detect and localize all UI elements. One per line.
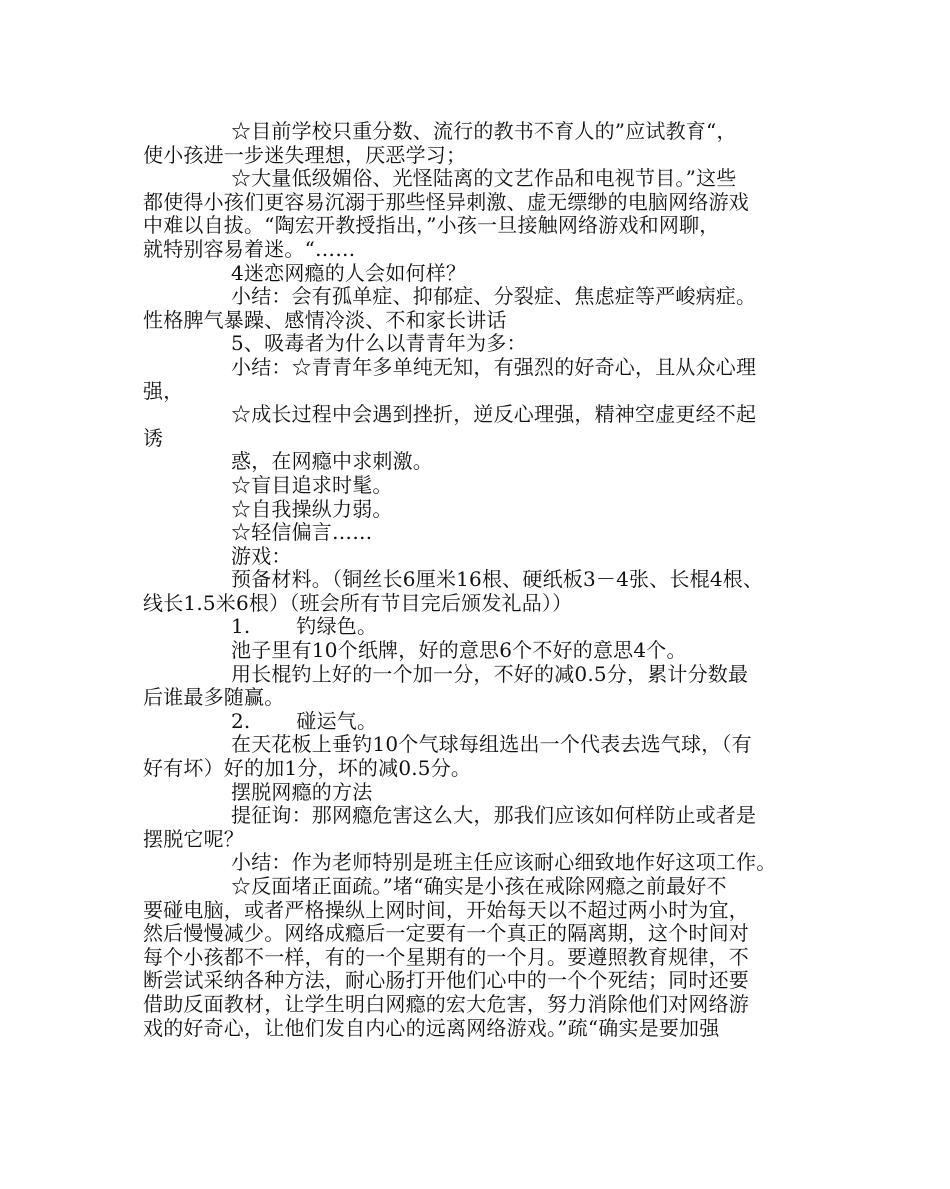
text-line: 在天花板上垂钓10个气球每组选出一个代表去选气球，（有	[231, 732, 752, 757]
text-line: 强，	[143, 378, 184, 403]
text-line: 然后慢慢减少。网络成瘾后一定要有一个真正的隔离期，这个时间对	[143, 921, 749, 946]
text-line: 2. 碰运气。	[231, 708, 378, 733]
text-line: 戏的好奇心，让他们发自内心的远离网络游戏。”疏“确实是要加强	[143, 1015, 720, 1040]
text-line: 提征询：那网瘾危害这么大，那我们应该如何样防止或者是	[231, 803, 757, 828]
text-line: 诱	[143, 425, 164, 450]
text-line: 就特别容易着迷。“……	[143, 236, 356, 261]
text-line: 线长1.5米6根）（班会所有节目完后颁发礼品））	[143, 590, 573, 615]
text-line: ☆大量低级媚俗、光怪陆离的文艺作品和电视节目。”这些	[231, 166, 737, 191]
text-line: 中难以自拔。“陶宏开教授指出，”小孩一旦接触网络游戏和网聊，	[143, 213, 720, 238]
text-line: ☆目前学校只重分数、流行的教书不育人的”应试教育“，	[231, 119, 737, 143]
text-line: 后谁最多随赢。	[143, 685, 285, 710]
text-line: 每个小孩都不一样，有的一个星期有的一个月。要遵照教育规律，不	[143, 944, 749, 969]
text-line: 用长棍钓上好的一个加一分，不好的减0.5分，累计分数最	[231, 661, 749, 686]
text-line: ☆反面堵正面疏。”堵“确实是小孩在戒除网瘾之前最好不	[231, 874, 727, 898]
text-line: 摆脱它呢？	[143, 826, 244, 851]
text-line: 小结：作为老师特别是班主任应该耐心细致地作好这项工作。	[231, 850, 777, 875]
text-line: 性格脾气暴躁、感情冷淡、不和家长讲话	[143, 307, 507, 332]
text-line: 使小孩进一步迷失理想，厌恶学习；	[143, 142, 467, 167]
text-line: 游戏：	[231, 543, 292, 568]
text-line: 4迷恋网瘾的人会如何样？	[231, 260, 467, 285]
text-line: 5、吸毒者为什么以青青年为多：	[231, 331, 527, 356]
text-line: 小结：会有孤单症、抑郁症、分裂症、焦虑症等严峻病症。	[231, 284, 757, 309]
text-line: 预备材料。（铜丝长6厘米16根、硬纸板3－4张、长棍4根、	[231, 567, 764, 592]
text-line: 都使得小孩们更容易沉溺于那些怪异刺激、虚无缥缈的电脑网络游戏	[143, 189, 749, 214]
text-line: ☆盲目追求时髦。	[231, 472, 393, 497]
text-line: 惑，在网瘾中求刺激。	[231, 449, 433, 474]
text-line: 借助反面教材，让学生明白网瘾的宏大危害，努力消除他们对网络游	[143, 991, 749, 1016]
document-body	[143, 120, 833, 1040]
text-line: 池子里有10个纸牌，好的意思6个不好的意思4个。	[231, 638, 687, 663]
text-line: 摆脱网瘾的方法	[231, 779, 373, 804]
text-line: ☆成长过程中会遇到挫折，逆反心理强，精神空虚更经不起	[231, 402, 757, 427]
text-line: 1. 钓绿色。	[231, 614, 378, 639]
text-line: 好有坏）好的加1分，坏的减0.5分。	[143, 756, 472, 781]
text-line: 断尝试采纳各种方法，耐心肠打开他们心中的一个个死结；同时还要	[143, 968, 749, 993]
text-line: ☆自我操纵力弱。	[231, 496, 393, 521]
text-line: 要碰电脑，或者严格操纵上网时间，开始每天以不超过两小时为宜，	[143, 897, 749, 922]
text-line: 小结：☆青青年多单纯无知，有强烈的好奇心，且从众心理	[231, 354, 757, 379]
text-line: ☆轻信偏言……	[231, 520, 373, 545]
